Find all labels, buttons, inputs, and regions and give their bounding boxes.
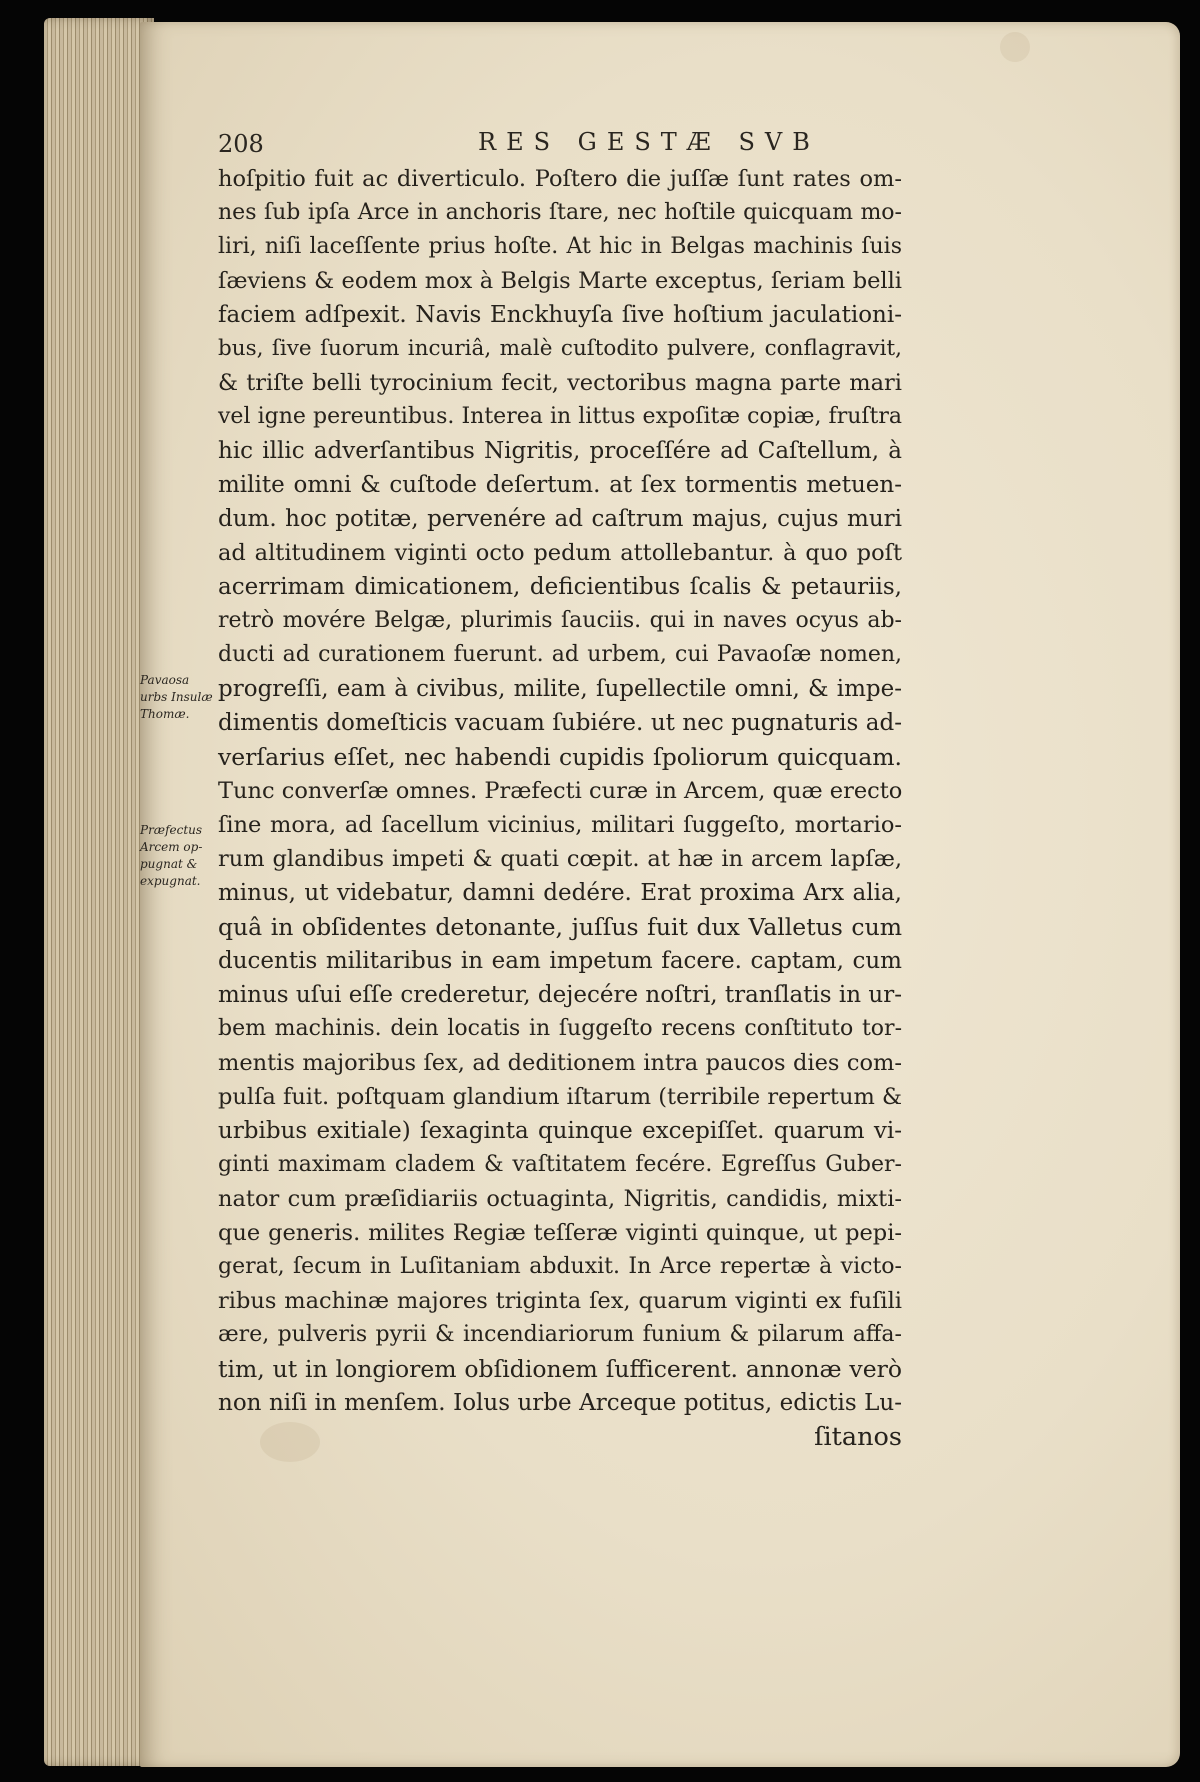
text-line: minus, ut videbatur, damni dedére. Erat proxima Arx alia, bbox=[218, 880, 902, 906]
marginal-note-line: Pavaosa bbox=[140, 673, 190, 687]
text-line: verſarius eſſet, nec habendi cupidis ſpoliorum quicquam. bbox=[218, 743, 902, 771]
text-line: ſine mora, ad ſacellum vicinius, militari ſuggeſto, mortario- bbox=[218, 812, 902, 838]
text-line: ducentis militaribus in eam impetum facere. captam, cum bbox=[218, 948, 902, 974]
body-text bbox=[218, 162, 902, 1454]
book-page-edges bbox=[44, 18, 154, 1766]
text-line: tim, ut in longiorem obſidionem ſufficerent. annonæ verò bbox=[218, 1355, 902, 1383]
text-line: non niſi in menſem. Iolus urbe Arceque potitus, edictis Lu- bbox=[218, 1390, 902, 1416]
text-line: bus, ſive ſuorum incuriâ, malè cuſtodito pulvere, conflagravit, bbox=[218, 336, 902, 361]
text-line: dimentis domeſticis vacuam ſubiére. ut nec pugnaturis ad- bbox=[218, 710, 902, 736]
text-line: urbibus exitiale) ſexaginta quinque excepiſſet. quarum vi- bbox=[218, 1118, 902, 1144]
text-line: ducti ad curationem fuerunt. ad urbem, cui Pavaoſæ nomen, bbox=[218, 642, 902, 667]
text-line: nes ſub ipſa Arce in anchoris ſtare, nec hoſtile quicquam mo- bbox=[218, 200, 902, 225]
text-line: hic illic adverſantibus Nigritis, proceſſére ad Caſtellum, à bbox=[218, 438, 902, 464]
text-line: & triſte belli tyrocinium fecit, vectoribus magna parte mari bbox=[218, 370, 902, 396]
marginal-note-line: urbs Insulæ bbox=[140, 690, 213, 704]
text-line: ginti maximam cladem & vaſtitatem fecére. Egreſſus Guber- bbox=[218, 1152, 902, 1177]
text-line: mentis majoribus ſex, ad deditionem intra paucos dies com- bbox=[218, 1050, 902, 1076]
text-line: nator cum præſidiariis octuaginta, Nigritis, candidis, mixti- bbox=[218, 1186, 902, 1212]
text-line: rum glandibus impeti & quati cœpit. at hæ in arcem lapſæ, bbox=[218, 846, 902, 872]
text-line: pulſa fuit. poſtquam glandium iſtarum (terribile repertum & bbox=[218, 1084, 902, 1110]
text-line: dum. hoc potitæ, pervenére ad caſtrum majus, cujus muri bbox=[218, 506, 902, 532]
text-line: quâ in obſidentes detonante, juſſus fuit dux Valletus cum bbox=[218, 913, 902, 941]
page-number: 208 bbox=[218, 130, 264, 158]
marginal-note bbox=[140, 822, 210, 890]
text-line: faciem adſpexit. Navis Enckhuyſa ſive hoſtium jaculationi- bbox=[218, 302, 902, 328]
marginal-note-line: Arcem op- bbox=[140, 840, 203, 854]
running-title: RES GESTÆ SVB bbox=[478, 128, 820, 156]
text-line: gerat, ſecum in Luſitaniam abduxit. In Arce repertæ à victo- bbox=[218, 1254, 902, 1279]
text-line: ſæviens & eodem mox à Belgis Marte exceptus, ſeriam belli bbox=[218, 268, 902, 294]
text-line: minus uſui eſſe crederetur, dejecére noſtri, tranſlatis in ur- bbox=[218, 982, 902, 1008]
text-line: acerrimam dimicationem, deficientibus ſcalis & petauriis, bbox=[218, 574, 902, 600]
text-line: hoſpitio fuit ac diverticulo. Poſtero die juſſæ ſunt rates om- bbox=[218, 166, 902, 192]
text-line: liri, niſi laceſſente prius hoſte. At hic in Belgas machinis ſuis bbox=[218, 234, 902, 259]
page-header bbox=[218, 128, 902, 162]
text-line: retrò movére Belgæ, plurimis ſauciis. qui in naves ocyus ab- bbox=[218, 608, 902, 633]
text-line: Tunc converſæ omnes. Præfecti curæ in Arcem, quæ erecto bbox=[218, 778, 903, 804]
text-line: milite omni & cuſtode deſertum. at ſex tormentis metuen- bbox=[218, 472, 902, 498]
marginal-note-line: Thomæ. bbox=[140, 707, 190, 721]
text-line: bem machinis. dein locatis in ſuggeſto recens conſtituto tor- bbox=[218, 1016, 902, 1041]
paper-stain bbox=[1000, 32, 1030, 62]
marginal-note-line: expugnat. bbox=[140, 874, 201, 888]
marginal-note-line: pugnat & bbox=[140, 857, 198, 871]
text-line: que generis. milites Regiæ teſſeræ viginti quinque, ut pepi- bbox=[218, 1220, 902, 1246]
text-line: ad altitudinem viginti octo pedum attollebantur. à quo poſt bbox=[218, 540, 902, 566]
text-line: progreſſi, eam à civibus, milite, ſupellectile omni, & impe- bbox=[218, 676, 902, 702]
marginal-note bbox=[140, 672, 213, 723]
catchword: ſitanos bbox=[814, 1422, 902, 1452]
text-line: ære, pulveris pyrii & incendiariorum funium & pilarum affa- bbox=[218, 1322, 902, 1347]
text-line: vel igne pereuntibus. Interea in littus expoſitæ copiæ, fruſtra bbox=[218, 404, 902, 429]
marginal-note-line: Præfectus bbox=[140, 823, 203, 837]
text-line: ribus machinæ majores triginta ſex, quarum viginti ex fuſili bbox=[218, 1288, 902, 1314]
